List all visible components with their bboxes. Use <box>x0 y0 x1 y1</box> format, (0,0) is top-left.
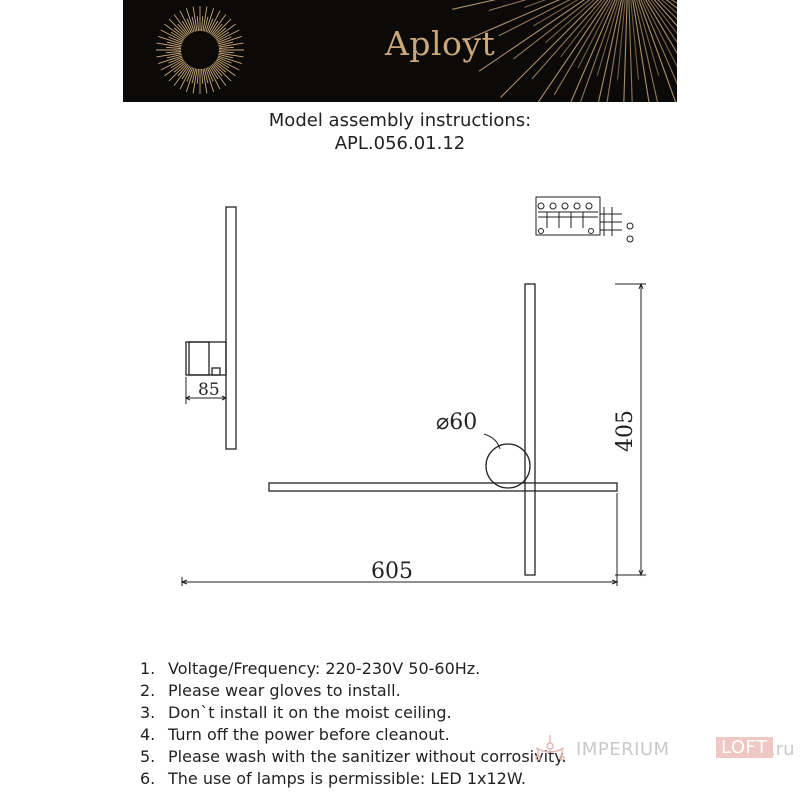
diameter-label: ⌀60 <box>436 410 478 435</box>
horizontal-bar <box>269 483 617 491</box>
height-label: 405 <box>613 410 638 452</box>
list-item: 5. Please wash with the sanitizer without corrosivity. <box>140 747 567 766</box>
terminal-block-diagram <box>536 197 633 242</box>
side-view-mount <box>186 342 226 375</box>
chandelier-icon <box>530 734 570 764</box>
vertical-bar <box>525 284 535 575</box>
list-item: 2. Please wear gloves to install. <box>140 681 401 700</box>
side-view-bar <box>226 207 236 449</box>
instructions-list <box>140 658 567 790</box>
brand-logo: Aployt <box>385 24 496 63</box>
depth-label: 85 <box>198 380 220 400</box>
width-label: 605 <box>371 559 413 584</box>
list-item: 6. The use of lamps is permissible: LED 1x12W. <box>140 769 526 788</box>
list-item: 4. Turn off the power before cleanout. <box>140 725 450 744</box>
document-title: Model assembly instructions: <box>268 110 532 131</box>
globe-shade <box>486 444 530 488</box>
list-item: 3. Don`t install it on the moist ceiling. <box>140 703 452 722</box>
model-number: APL.056.01.12 <box>334 133 466 154</box>
list-item: 1. Voltage/Frequency: 220-230V 50-60Hz. <box>140 659 481 678</box>
